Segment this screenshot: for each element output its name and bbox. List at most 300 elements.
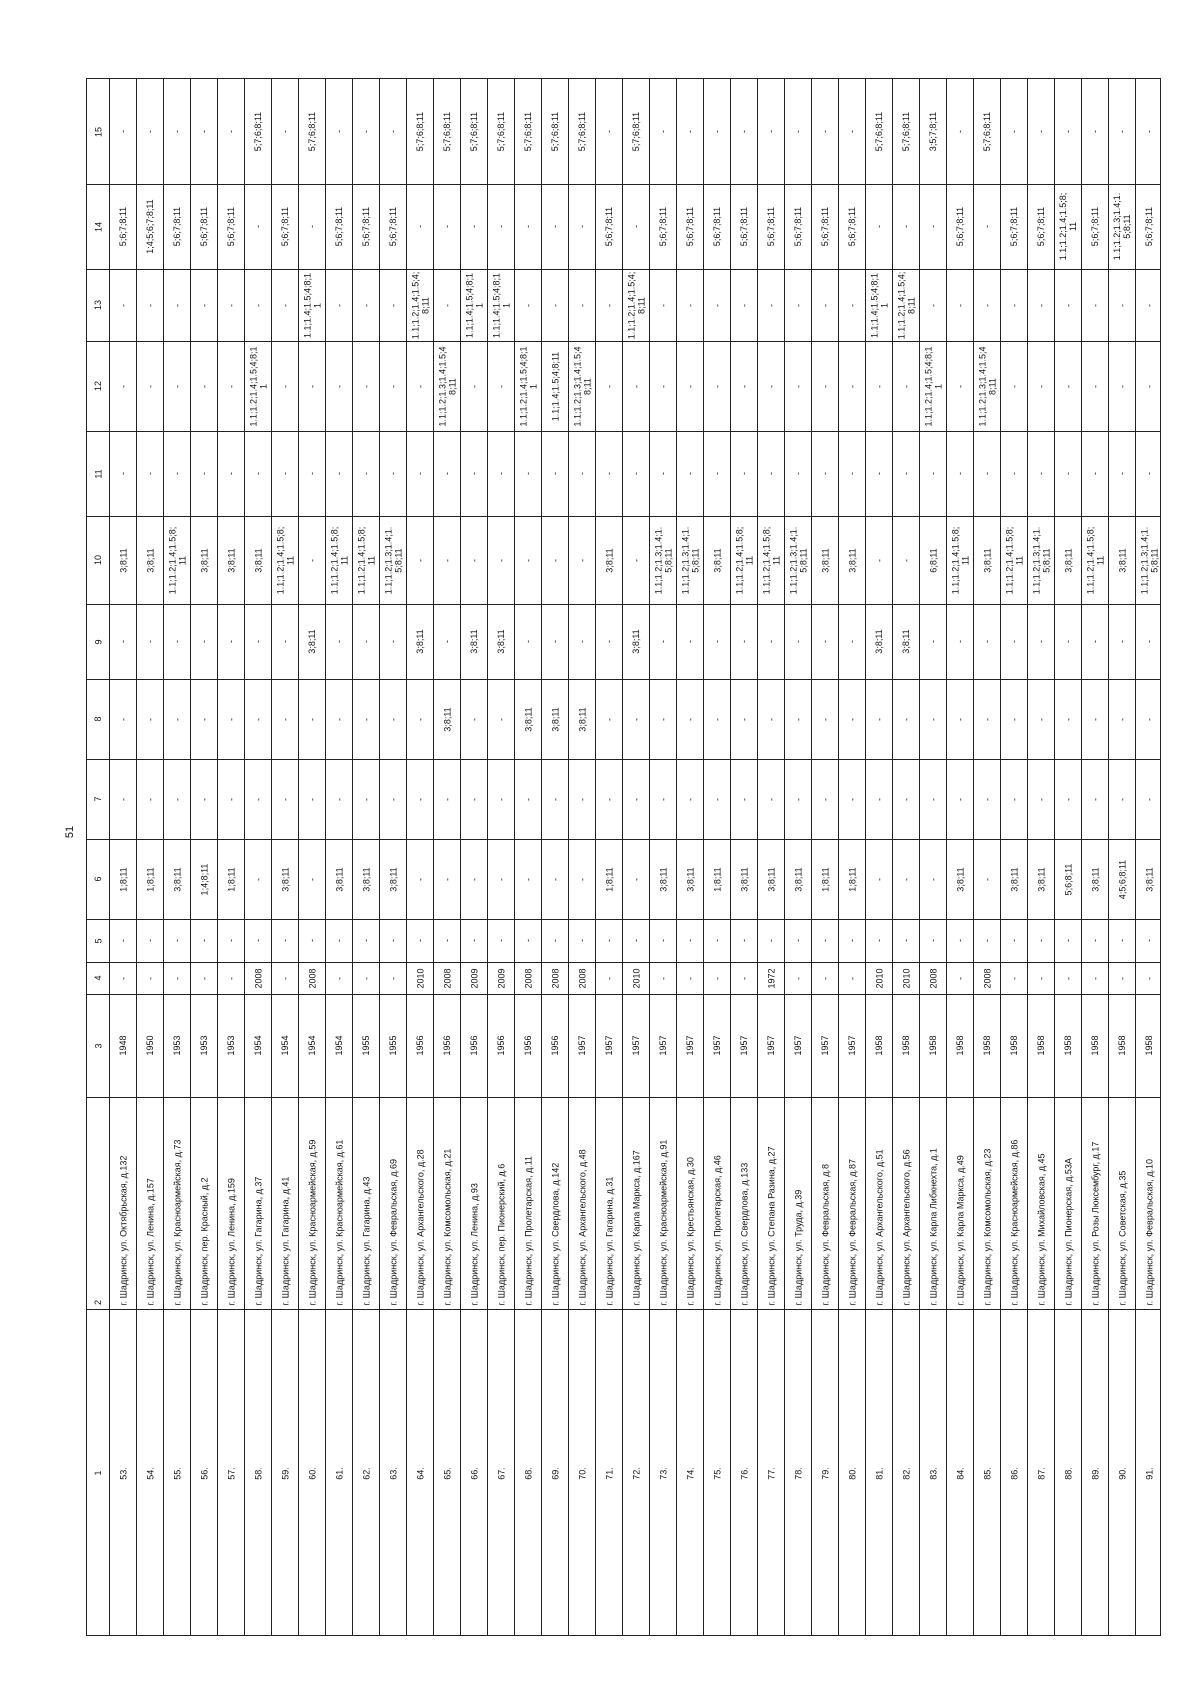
table-cell: - [441, 472, 452, 475]
table-cell: 1957 [603, 1035, 614, 1056]
grid-line [87, 839, 1160, 840]
table-cell: 5;6;7;8;11 [711, 206, 722, 247]
table-cell: - [792, 130, 803, 133]
table-cell: 2010 [900, 967, 911, 989]
row-number: 85. [981, 1466, 992, 1480]
table-cell: - [630, 939, 641, 942]
address-cell: г. Шадринск, ул. Гагарина, д.43 [360, 1176, 371, 1305]
table-cell: - [738, 976, 749, 980]
table-cell: - [522, 939, 533, 942]
table-cell: 1.1;1.2;1.4;1.5;8; 11 [949, 526, 970, 594]
table-cell: - [522, 877, 533, 881]
table-cell: 3;8;11 [792, 866, 803, 892]
table-cell: - [1008, 797, 1019, 801]
table-cell: 1953 [225, 1035, 236, 1056]
table-cell: 5;7;6;8;11 [306, 111, 317, 152]
table-cell: 1955 [387, 1035, 398, 1056]
table-cell: - [198, 130, 209, 133]
table-cell: 2008 [927, 967, 938, 989]
row-number: 59. [279, 1466, 290, 1480]
table-cell: - [252, 225, 263, 228]
address-cell: г. Шадринск, ул. Октябрьская, д.132 [117, 1155, 128, 1305]
address-cell: г. Шадринск, ул. Гагарина, д.37 [252, 1176, 263, 1305]
column-header: 10 [93, 555, 103, 566]
table-cell: 1958 [1035, 1035, 1046, 1056]
table-cell: 1.1;1.2;1.4;1.5;8; 11 [733, 526, 754, 594]
table-cell: 5;7;6;8;11 [981, 111, 992, 152]
table-cell: - [819, 717, 830, 721]
table-cell: 1958 [900, 1035, 911, 1056]
table-cell: - [954, 717, 965, 721]
column-header: 4 [93, 975, 103, 981]
table-cell: - [360, 976, 371, 980]
table-cell: 3;8;11 [684, 866, 695, 892]
table-cell: - [954, 130, 965, 133]
table-cell: - [1089, 640, 1100, 643]
table-cell: 5;7;6;8;11 [549, 111, 560, 152]
table-cell: - [738, 472, 749, 475]
table-cell: - [198, 939, 209, 942]
table-cell: - [1008, 717, 1019, 721]
table-cell: - [657, 717, 668, 721]
grid-line [87, 919, 1160, 920]
row-number: 62. [360, 1466, 371, 1480]
table-cell: - [738, 717, 749, 721]
table-cell: - [117, 939, 128, 942]
table-cell: 5;7;6;8;11 [522, 111, 533, 152]
table-cell: 5;6;7;8;11 [684, 206, 695, 247]
table-cell: 1958 [1116, 1035, 1127, 1056]
table-cell: 2008 [576, 967, 587, 989]
row-number: 82. [900, 1466, 911, 1480]
table-cell: 3;8;11 [981, 547, 992, 573]
table-cell: - [1008, 976, 1019, 980]
table-cell: - [1035, 976, 1046, 980]
table-cell: 1.1;1.2;1.4;1.5;4;8;1 1 [247, 345, 268, 427]
table-cell: - [981, 472, 992, 475]
table-cell: - [873, 939, 884, 942]
table-cell: 1954 [279, 1035, 290, 1056]
table-cell: - [954, 303, 965, 307]
table-cell: 1957 [684, 1035, 695, 1056]
table-cell: 5;6;7;8;11 [819, 206, 830, 247]
table-cell: - [657, 797, 668, 801]
table-cell: - [684, 303, 695, 307]
row-number: 64. [414, 1466, 425, 1480]
table-cell: 3;8;11 [171, 866, 182, 892]
table-cell: - [144, 384, 155, 388]
column-header: 9 [93, 639, 103, 645]
table-cell: 5;7;6;8;11 [900, 111, 911, 152]
table-cell: 3;8;11 [738, 866, 749, 892]
table-cell: 1957 [765, 1035, 776, 1056]
grid-line [87, 962, 1160, 963]
table-cell: 3;8;11 [117, 547, 128, 573]
table-cell: - [576, 558, 587, 562]
table-cell: - [657, 130, 668, 133]
table-cell: - [630, 877, 641, 881]
table-cell: 2008 [306, 967, 317, 989]
table-cell: - [522, 640, 533, 643]
table-cell: 1953 [171, 1035, 182, 1056]
table-cell: - [360, 384, 371, 388]
table-cell: 3;8;11 [1008, 866, 1019, 892]
address-cell: г. Шадринск, ул. Карла Либкнехта, д.1 [927, 1147, 938, 1305]
table-cell: - [117, 717, 128, 721]
table-cell: - [414, 797, 425, 801]
table-cell: - [360, 797, 371, 801]
address-cell: г. Шадринск, ул. Карла Маркса, д.167 [630, 1149, 641, 1305]
table-cell: - [927, 797, 938, 801]
table-cell: 2010 [873, 967, 884, 989]
table-cell: - [198, 717, 209, 721]
address-cell: г. Шадринск, ул. Архангельского, д.28 [414, 1148, 425, 1305]
table-cell: 1;4;8;11 [198, 863, 209, 895]
table-cell: - [684, 976, 695, 980]
table-cell: - [684, 640, 695, 643]
table-cell: 1954 [252, 1035, 263, 1056]
table-cell: 5;6;7;8;11 [1035, 206, 1046, 247]
column-header: 1 [93, 1470, 103, 1476]
row-number: 79. [819, 1466, 830, 1480]
table-cell: 1957 [630, 1035, 641, 1056]
table-cell: - [495, 877, 506, 881]
table-cell: 1.1;1.2;1.4;1.5;8; 11 [328, 526, 349, 594]
table-cell: - [441, 303, 452, 307]
table-cell: - [549, 640, 560, 643]
table-cell: 1956 [522, 1035, 533, 1056]
table-cell: - [1116, 384, 1127, 388]
grid-line [87, 1097, 1160, 1098]
table-cell: - [1008, 384, 1019, 388]
table-cell: - [1062, 130, 1073, 133]
table-cell: - [711, 303, 722, 307]
table-cell: - [1089, 939, 1100, 942]
table-cell: - [171, 976, 182, 980]
table-cell: - [468, 877, 479, 881]
table-cell: - [657, 640, 668, 643]
table-cell: - [387, 384, 398, 388]
column-header: 7 [93, 796, 103, 802]
table-cell: - [684, 384, 695, 388]
table-cell: - [954, 797, 965, 801]
page-number: 51 [64, 825, 76, 839]
table-cell: 3;8;11 [252, 547, 263, 573]
row-number: 56. [198, 1466, 209, 1480]
table-cell: 1.1;1.4;1.5;4;8;1 1 [463, 272, 484, 338]
table-cell: - [225, 472, 236, 475]
table-cell: - [360, 472, 371, 475]
table-cell: - [576, 225, 587, 228]
row-number: 68. [522, 1466, 533, 1480]
table-cell: - [846, 797, 857, 801]
table-cell: 3;8;11 [1062, 547, 1073, 573]
table-cell: - [630, 384, 641, 388]
table-cell: - [225, 130, 236, 133]
table-cell: 1.1;1.2;1.4;1.5;8; 11 [274, 526, 295, 594]
row-number: 67. [495, 1466, 506, 1480]
table-cell: - [225, 939, 236, 942]
table-cell: 1.1;1.2;1.4;1.5;8; 11 [1057, 192, 1078, 261]
table-cell: - [225, 303, 236, 307]
table-cell: 5;6;7;8;11 [954, 206, 965, 247]
table-cell: - [927, 877, 938, 881]
table-cell: 1;8;11 [846, 866, 857, 892]
row-number: 71. [603, 1466, 614, 1480]
address-cell: г. Шадринск, ул. Свердлова, д.142 [549, 1162, 560, 1305]
table-cell: 1.1;1.2;1.4;1.5;4; 8;11 [895, 271, 916, 339]
table-cell: 1957 [711, 1035, 722, 1056]
address-cell: г. Шадринск, ул. Свердлова, д.133 [738, 1162, 749, 1305]
table-cell: - [495, 939, 506, 942]
table-cell: 5;6;7;8;11 [1143, 206, 1154, 247]
address-cell: г. Шадринск, ул. Комсомольская, д.23 [981, 1148, 992, 1305]
table-cell: - [1089, 976, 1100, 980]
table-cell: - [1143, 384, 1154, 388]
table-cell: 1.1;1.2;1.3;1.4;1. 5;8;11 [1030, 526, 1051, 594]
table-cell: - [549, 939, 560, 942]
table-cell: - [1035, 303, 1046, 307]
table-cell: 5;6;7;8;11 [387, 206, 398, 247]
grid-line [87, 341, 1160, 342]
table-cell: - [846, 717, 857, 721]
table-cell: - [792, 976, 803, 980]
table-cell: - [333, 939, 344, 942]
table-cell: - [144, 303, 155, 307]
table-cell: - [603, 303, 614, 307]
table-cell: 3;8;11 [819, 547, 830, 573]
table-cell: - [927, 939, 938, 942]
table-cell: 3;8;11 [225, 547, 236, 573]
table-cell: 3;8;11 [657, 866, 668, 892]
row-number: 72. [630, 1466, 641, 1480]
table-cell: - [765, 939, 776, 942]
table-cell: 1958 [1089, 1035, 1100, 1056]
table-cell: - [603, 130, 614, 133]
table-cell: - [117, 303, 128, 307]
table-cell: - [1008, 303, 1019, 307]
table-cell: - [522, 558, 533, 562]
row-number: 87. [1035, 1466, 1046, 1480]
address-cell: г. Шадринск, ул. Пролетарская, д.46 [711, 1154, 722, 1305]
table-cell: - [441, 797, 452, 801]
table-cell: - [117, 130, 128, 133]
table-cell: 2009 [468, 967, 479, 989]
table-cell: - [738, 303, 749, 307]
table-cell: 1.1;1.2;1.3;1.4;1. 5;8;11 [382, 526, 403, 594]
table-cell: - [1035, 472, 1046, 475]
table-cell: - [630, 472, 641, 475]
table-cell: - [117, 976, 128, 980]
table-cell: - [252, 939, 263, 942]
row-number: 90. [1116, 1466, 1127, 1480]
table-cell: 1.1;1.2;1.3;1.4;1. 5;8;11 [1138, 526, 1159, 594]
table-cell: - [387, 717, 398, 721]
table-cell: - [711, 976, 722, 980]
table-cell: - [927, 640, 938, 643]
table-cell: - [603, 976, 614, 980]
table-cell: - [738, 797, 749, 801]
row-number: 91. [1143, 1466, 1154, 1480]
table-cell: 3;8;11 [360, 866, 371, 892]
table-cell: - [414, 717, 425, 721]
column-header: 14 [93, 221, 103, 232]
table-cell: - [333, 717, 344, 721]
table-cell: - [792, 797, 803, 801]
table-cell: 3;8;11 [198, 547, 209, 573]
table-cell: 5;7;6;8;11 [468, 111, 479, 152]
row-number: 63. [387, 1466, 398, 1480]
table-cell: - [1062, 717, 1073, 721]
table-cell: 1958 [927, 1035, 938, 1056]
table-cell: - [981, 303, 992, 307]
row-number: 76. [738, 1466, 749, 1480]
address-cell: г. Шадринск, ул. Архангельского, д.51 [873, 1148, 884, 1305]
table-cell: - [549, 558, 560, 562]
table-cell: 3;8;11 [1035, 866, 1046, 892]
address-cell: г. Шадринск, ул. Труда, д.39 [792, 1189, 803, 1305]
grid-line [87, 269, 1160, 270]
address-cell: г. Шадринск, ул. Ленина, д.159 [225, 1177, 236, 1305]
table-cell: 6;8;11 [927, 547, 938, 573]
column-header: 15 [93, 126, 103, 137]
table-cell: - [630, 225, 641, 228]
table-cell: - [792, 939, 803, 942]
table-cell: - [387, 303, 398, 307]
table-cell: 1958 [1008, 1035, 1019, 1056]
table-cell: - [117, 384, 128, 388]
table-cell: - [792, 384, 803, 388]
table-cell: - [144, 130, 155, 133]
table-cell: - [171, 717, 182, 721]
table-cell: 1958 [1062, 1035, 1073, 1056]
table-cell: - [360, 939, 371, 942]
table-cell: - [333, 472, 344, 475]
table-cell: 1;8;11 [711, 866, 722, 892]
table-cell: 5;7;6;8;11 [495, 111, 506, 152]
table-cell: - [144, 797, 155, 801]
table-cell: - [360, 640, 371, 643]
address-cell: г. Шадринск, ул. Ленина, д.157 [144, 1177, 155, 1305]
table-cell: - [414, 877, 425, 881]
row-number: 88. [1062, 1466, 1073, 1480]
table-cell: 2010 [414, 967, 425, 989]
table-cell: 1957 [576, 1035, 587, 1056]
table-cell: - [252, 717, 263, 721]
table-cell: 1.1;1.2;1.4;1.5;4; 8;11 [625, 271, 646, 339]
table-cell: - [1062, 472, 1073, 475]
table-cell: - [441, 877, 452, 881]
row-number: 75. [711, 1466, 722, 1480]
table-cell: 5;6;8;11 [1062, 863, 1073, 895]
row-number: 54. [144, 1466, 155, 1480]
table-cell: 3;8;11 [900, 629, 911, 654]
table-cell: - [1116, 939, 1127, 942]
table-cell: - [1089, 130, 1100, 133]
table-cell: - [1143, 717, 1154, 721]
table-cell: - [171, 472, 182, 475]
table-cell: - [657, 976, 668, 980]
table-cell: - [765, 130, 776, 133]
grid-line [87, 604, 1160, 605]
table-cell: - [819, 384, 830, 388]
table-cell: - [603, 797, 614, 801]
table-cell: 1.1;1.2;1.3;1.4;1.5;4 8;11 [436, 345, 457, 427]
table-cell: - [414, 225, 425, 228]
grid-line [87, 759, 1160, 760]
address-cell: г. Шадринск, ул. Архангельского, д.48 [576, 1148, 587, 1305]
row-number: 58. [252, 1466, 263, 1480]
table-cell: - [333, 384, 344, 388]
table-cell: - [711, 472, 722, 475]
grid-line [87, 431, 1160, 432]
table-cell: 1;8;11 [117, 866, 128, 892]
grid-line [87, 1309, 1160, 1310]
table-cell: - [495, 225, 506, 228]
table-cell: - [981, 717, 992, 721]
table-cell: - [954, 640, 965, 643]
table-cell: - [576, 877, 587, 881]
table-cell: 3;8;11 [387, 866, 398, 892]
table-cell: - [171, 640, 182, 643]
table-cell: - [900, 472, 911, 475]
table-cell: 3;8;11 [954, 866, 965, 892]
table-cell: - [711, 797, 722, 801]
table-cell: 4;5;6;8;11 [1116, 859, 1127, 899]
table-cell: - [117, 797, 128, 801]
table-cell: - [225, 797, 236, 801]
table-cell: - [252, 640, 263, 643]
table-cell: 5;6;7;8;11 [117, 206, 128, 247]
row-number: 66. [468, 1466, 479, 1480]
table-cell: - [360, 303, 371, 307]
table-cell: 3;8;11 [603, 547, 614, 573]
table-cell: - [306, 717, 317, 721]
table-cell: 1954 [333, 1035, 344, 1056]
data-table [86, 78, 1161, 1636]
table-cell: - [1035, 640, 1046, 643]
address-cell: г. Шадринск, ул. Красноармейская, д.59 [306, 1139, 317, 1305]
table-cell: - [522, 797, 533, 801]
table-cell: - [657, 303, 668, 307]
table-cell: - [1089, 717, 1100, 721]
table-cell: - [144, 939, 155, 942]
table-cell: 5;6;7;8;11 [792, 206, 803, 247]
row-number: 65. [441, 1466, 452, 1480]
table-cell: - [1116, 303, 1127, 307]
table-cell: - [495, 472, 506, 475]
table-cell: - [549, 877, 560, 881]
table-cell: 5;6;7;8;11 [738, 206, 749, 247]
row-number: 77. [765, 1466, 776, 1480]
table-cell: - [738, 640, 749, 643]
table-cell: - [738, 130, 749, 133]
table-cell: - [1035, 717, 1046, 721]
address-cell: г. Шадринск, ул. Розы Люксембург, д.17 [1089, 1141, 1100, 1305]
grid-line [87, 516, 1160, 517]
address-cell: г. Шадринск, ул. Красноармейская, д.61 [333, 1139, 344, 1305]
table-cell: - [198, 472, 209, 475]
table-cell: - [333, 976, 344, 980]
table-cell: - [333, 797, 344, 801]
address-cell: г. Шадринск, ул. Красноармейская, д.73 [171, 1139, 182, 1305]
table-cell: - [387, 640, 398, 643]
table-cell: - [684, 717, 695, 721]
table-cell: 1;8;11 [603, 866, 614, 892]
table-cell: - [225, 717, 236, 721]
table-cell: - [900, 877, 911, 881]
table-cell: 1956 [549, 1035, 560, 1056]
